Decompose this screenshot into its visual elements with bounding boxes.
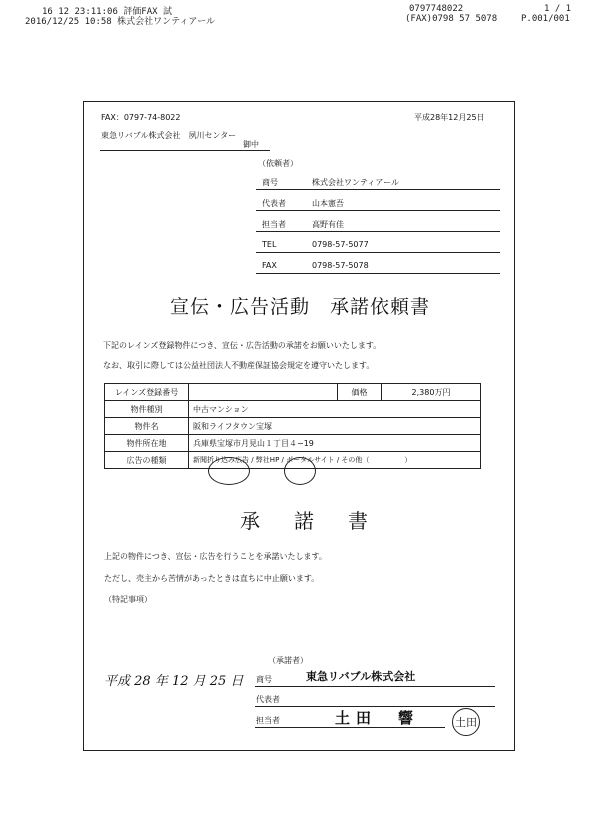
requester-value-tel: 0798-57-5077: [312, 240, 369, 249]
intro-line-2: なお、取引に際しては公益社団法人不動産保証協会規定を遵守いたします。: [103, 361, 375, 370]
type-value: 中古マンション: [189, 401, 481, 418]
requester-label-tel: TEL: [262, 240, 277, 249]
requester-line-5: [256, 273, 500, 274]
requester-line-4: [256, 252, 500, 253]
recipient-honorific: 御中: [243, 140, 259, 149]
recipient-company: 東急リバブル株式会社 夙川センター: [101, 131, 237, 140]
location-label: 物件所在地: [105, 435, 189, 452]
main-title: 宣伝・広告活動 承諾依頼書: [170, 296, 431, 318]
requester-label-company: 商号: [262, 178, 278, 187]
table-row: [105, 435, 481, 452]
consent-line-2: ただし、売主から苦情があったときは直ちに中止願います。: [104, 574, 320, 583]
name-value: 阪和ライフタウン宝塚: [189, 418, 481, 435]
fax-header-line2-right: P.001/001: [521, 14, 570, 24]
recipient-underline: [100, 150, 270, 151]
requester-heading: （依頼者）: [258, 159, 298, 168]
requester-value-fax: 0798-57-5078: [312, 261, 369, 270]
acceptor-line-3: [255, 727, 445, 728]
requester-line-2: [256, 210, 500, 211]
requester-label-fax: FAX: [262, 261, 277, 270]
table-row: [105, 384, 481, 401]
requester-label-person: 担当者: [262, 220, 286, 229]
consent-line-1: 上記の物件につき、宣伝・広告を行うことを承諾いたします。: [104, 552, 327, 561]
reins-label: レインズ登録番号: [105, 384, 189, 401]
fax-header-line2-mid: (FAX)0798 57 5078: [405, 14, 498, 24]
table-row: [105, 418, 481, 435]
requester-line-3: [256, 231, 500, 232]
document-date: 平成28年12月25日: [414, 113, 485, 122]
fax-header-line1-mid: 0797748022: [409, 4, 464, 14]
fax-number: FAX：0797-74-8022: [101, 113, 181, 122]
special-note: （特記事項）: [104, 595, 152, 604]
personal-seal: 土田: [452, 708, 480, 736]
consent-title: 承諾書: [240, 509, 402, 533]
fax-header-line1-left: 16 12 23:11:06 評価FAX 試: [42, 7, 172, 17]
requester-value-company: 株式会社ワンティアール: [312, 178, 399, 187]
table-row: [105, 401, 481, 418]
fax-header-line2-left: 2016/12/25 10:58 株式会社ワンティアール: [25, 17, 215, 27]
price-value: 2,380万円: [382, 384, 481, 401]
acceptor-person-label: 担当者: [256, 716, 280, 725]
requester-line-1: [256, 189, 500, 190]
reins-value: [189, 384, 338, 401]
acceptor-heading: （承諾者）: [268, 656, 308, 665]
name-label: 物件名: [105, 418, 189, 435]
handwritten-date: 平成 28 年 12 月 25 日: [104, 674, 244, 689]
handwritten-circle-newspaper: [208, 457, 250, 485]
acceptor-rep-label: 代表者: [256, 695, 280, 704]
requester-value-person: 高野有佳: [312, 220, 344, 229]
ad-type-label: 広告の種類: [105, 452, 189, 469]
property-table: [104, 383, 481, 469]
acceptor-company-value: 東急リバブル株式会社: [306, 670, 416, 683]
fax-header-line1-right: 1 / 1: [544, 4, 572, 14]
intro-line-1: 下記のレインズ登録物件につき、宣伝・広告活動の承諾をお願いいたします。: [103, 341, 382, 350]
acceptor-company-label: 商号: [256, 675, 272, 684]
requester-value-rep: 山本憲吾: [312, 199, 344, 208]
requester-label-rep: 代表者: [262, 199, 286, 208]
acceptor-person-value: 土田 響: [335, 709, 420, 727]
price-label: 価格: [338, 384, 382, 401]
acceptor-line-1: [255, 686, 495, 687]
location-value: 兵庫県宝塚市月見山１丁目４−19: [189, 435, 481, 452]
handwritten-circle-hp: [284, 457, 316, 485]
type-label: 物件種別: [105, 401, 189, 418]
ad-type-value: 新聞折り込み広告 / 弊社HP / ポータルサイト / その他（ ）: [189, 452, 481, 469]
